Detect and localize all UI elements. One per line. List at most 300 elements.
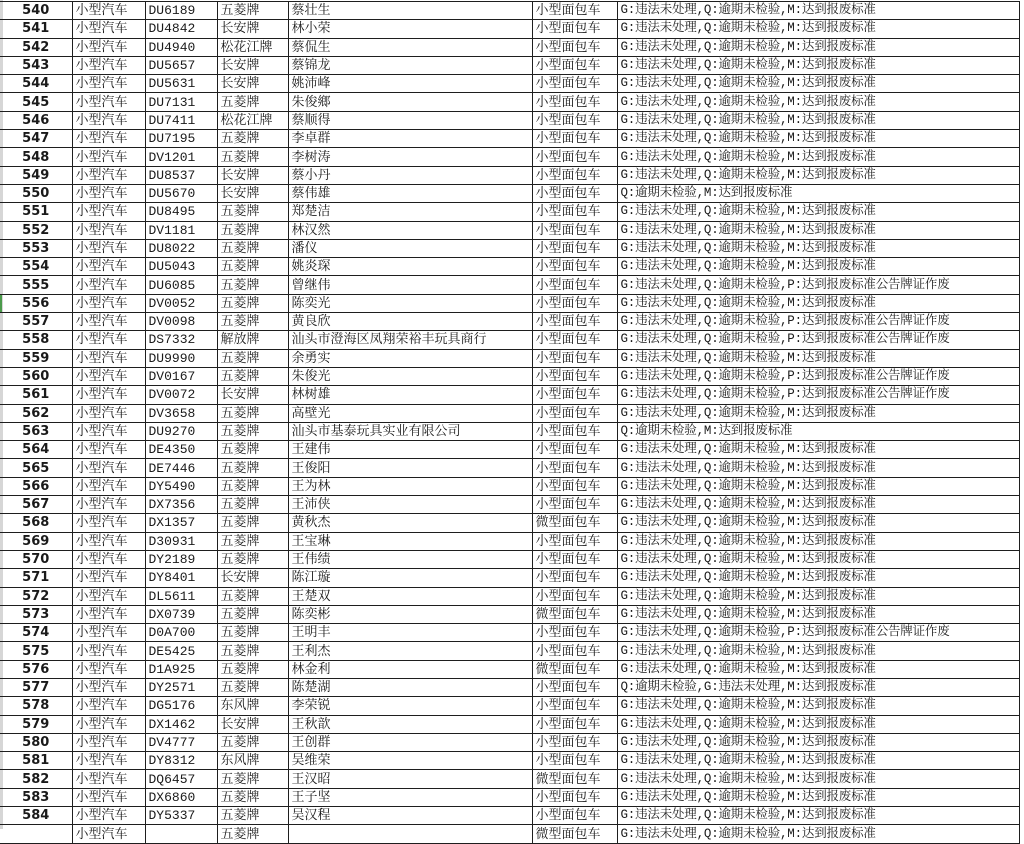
plate-number-cell[interactable]: DU6085 [145,276,217,294]
brand-cell[interactable]: 五菱牌 [217,550,288,568]
table-row[interactable] [0,258,1019,276]
row-number-cell[interactable]: 584 [0,807,72,825]
owner-cell[interactable]: 王俊阳 [288,459,532,477]
row-number-cell[interactable]: 542 [0,38,72,56]
vehicle-class-cell[interactable]: 小型汽车 [72,569,145,587]
table-row[interactable] [0,660,1019,678]
table-row[interactable] [0,605,1019,623]
row-number-cell[interactable]: 580 [0,733,72,751]
row-number-cell[interactable]: 571 [0,569,72,587]
table-row[interactable] [0,38,1019,56]
owner-cell[interactable]: 吴汉程 [288,807,532,825]
vehicle-class-cell[interactable]: 小型汽车 [72,367,145,385]
vehicle-class-cell[interactable]: 小型汽车 [72,825,145,843]
status-cell[interactable]: G:违法未处理,Q:逾期未检验,M:达到报废标准 [617,459,1019,477]
row-number-cell[interactable]: 554 [0,258,72,276]
vehicle-class-cell[interactable]: 小型汽车 [72,276,145,294]
table-row[interactable] [0,331,1019,349]
plate-number-cell[interactable]: DL5611 [145,587,217,605]
plate-number-cell[interactable]: DS7332 [145,331,217,349]
vehicle-class-cell[interactable]: 小型汽车 [72,496,145,514]
row-number-cell[interactable]: 556 [0,294,72,312]
status-cell[interactable]: G:违法未处理,Q:逾期未检验,M:达到报废标准 [617,20,1019,38]
status-cell[interactable]: G:违法未处理,Q:逾期未检验,P:达到报废标准公告牌证作废 [617,276,1019,294]
owner-cell[interactable]: 王明丰 [288,624,532,642]
brand-cell[interactable]: 长安牌 [217,386,288,404]
plate-number-cell[interactable]: DY5337 [145,807,217,825]
brand-cell[interactable]: 长安牌 [217,569,288,587]
status-cell[interactable]: G:违法未处理,Q:逾期未检验,M:达到报废标准 [617,660,1019,678]
brand-cell[interactable]: 五菱牌 [217,203,288,221]
vehicle-class-cell[interactable]: 小型汽车 [72,514,145,532]
plate-number-cell[interactable]: DY5490 [145,477,217,495]
vehicle-class-cell[interactable]: 小型汽车 [72,788,145,806]
body-type-cell[interactable]: 微型面包车 [532,770,617,788]
body-type-cell[interactable]: 小型面包车 [532,807,617,825]
table-row[interactable] [0,203,1019,221]
table-row[interactable] [0,587,1019,605]
row-number-cell[interactable]: 559 [0,349,72,367]
body-type-cell[interactable]: 小型面包车 [532,477,617,495]
body-type-cell[interactable]: 小型面包车 [532,367,617,385]
brand-cell[interactable]: 松花江牌 [217,38,288,56]
plate-number-cell[interactable]: DY8312 [145,752,217,770]
status-cell[interactable]: G:违法未处理,Q:逾期未检验,M:达到报废标准 [617,605,1019,623]
vehicle-class-cell[interactable]: 小型汽车 [72,441,145,459]
body-type-cell[interactable]: 小型面包车 [532,404,617,422]
table-row[interactable] [0,441,1019,459]
brand-cell[interactable]: 五菱牌 [217,587,288,605]
brand-cell[interactable]: 长安牌 [217,715,288,733]
table-row[interactable] [0,569,1019,587]
plate-number-cell[interactable]: DU5043 [145,258,217,276]
vehicle-class-cell[interactable]: 小型汽车 [72,313,145,331]
vehicle-class-cell[interactable]: 小型汽车 [72,93,145,111]
row-number-cell[interactable]: 563 [0,422,72,440]
owner-cell[interactable]: 汕头市基泰玩具实业有限公司 [288,422,532,440]
owner-cell[interactable]: 林金利 [288,660,532,678]
status-cell[interactable]: G:违法未处理,Q:逾期未检验,M:达到报废标准 [617,770,1019,788]
status-cell[interactable]: G:违法未处理,Q:逾期未检验,P:达到报废标准公告牌证作废 [617,367,1019,385]
owner-cell[interactable]: 陈江璇 [288,569,532,587]
brand-cell[interactable]: 五菱牌 [217,148,288,166]
table-row[interactable] [0,715,1019,733]
brand-cell[interactable]: 五菱牌 [217,404,288,422]
brand-cell[interactable]: 五菱牌 [217,276,288,294]
row-number-cell[interactable]: 581 [0,752,72,770]
brand-cell[interactable]: 五菱牌 [217,441,288,459]
body-type-cell[interactable]: 小型面包车 [532,678,617,696]
plate-number-cell[interactable]: DX1462 [145,715,217,733]
plate-number-cell[interactable]: DY2189 [145,550,217,568]
status-cell[interactable]: G:违法未处理,Q:逾期未检验,M:达到报废标准 [617,349,1019,367]
row-number-cell[interactable]: 552 [0,221,72,239]
body-type-cell[interactable]: 小型面包车 [532,130,617,148]
row-number-cell[interactable]: 572 [0,587,72,605]
vehicle-class-cell[interactable]: 小型汽车 [72,733,145,751]
row-number-cell[interactable]: 541 [0,20,72,38]
status-cell[interactable]: G:违法未处理,Q:逾期未检验,M:达到报废标准 [617,56,1019,74]
body-type-cell[interactable]: 小型面包车 [532,184,617,202]
body-type-cell[interactable]: 小型面包车 [532,276,617,294]
row-number-cell[interactable]: 569 [0,532,72,550]
plate-number-cell[interactable]: DU5657 [145,56,217,74]
plate-number-cell[interactable] [145,825,217,843]
owner-cell[interactable]: 余勇实 [288,349,532,367]
plate-number-cell[interactable]: DV0072 [145,386,217,404]
vehicle-class-cell[interactable]: 小型汽车 [72,459,145,477]
body-type-cell[interactable]: 小型面包车 [532,733,617,751]
plate-number-cell[interactable]: DX1357 [145,514,217,532]
table-row[interactable] [0,313,1019,331]
brand-cell[interactable]: 五菱牌 [217,514,288,532]
table-row[interactable] [0,349,1019,367]
body-type-cell[interactable]: 微型面包车 [532,825,617,843]
brand-cell[interactable]: 五菱牌 [217,349,288,367]
owner-cell[interactable]: 王沛侠 [288,496,532,514]
brand-cell[interactable]: 五菱牌 [217,624,288,642]
table-row[interactable] [0,93,1019,111]
body-type-cell[interactable]: 小型面包车 [532,587,617,605]
brand-cell[interactable]: 五菱牌 [217,367,288,385]
vehicle-class-cell[interactable]: 小型汽车 [72,148,145,166]
table-row[interactable] [0,550,1019,568]
table-row[interactable] [0,807,1019,825]
body-type-cell[interactable]: 小型面包车 [532,75,617,93]
vehicle-class-cell[interactable]: 小型汽车 [72,75,145,93]
plate-number-cell[interactable]: DV0167 [145,367,217,385]
table-row[interactable] [0,386,1019,404]
status-cell[interactable]: G:违法未处理,Q:逾期未检验,M:达到报废标准 [617,642,1019,660]
brand-cell[interactable]: 五菱牌 [217,221,288,239]
plate-number-cell[interactable]: DU6189 [145,2,217,20]
body-type-cell[interactable]: 小型面包车 [532,441,617,459]
body-type-cell[interactable]: 小型面包车 [532,294,617,312]
status-cell[interactable]: Q:逾期未检验,G:违法未处理,M:达到报废标准 [617,678,1019,696]
brand-cell[interactable]: 五菱牌 [217,642,288,660]
plate-number-cell[interactable]: DU4842 [145,20,217,38]
brand-cell[interactable]: 五菱牌 [217,605,288,623]
body-type-cell[interactable]: 微型面包车 [532,605,617,623]
body-type-cell[interactable]: 小型面包车 [532,569,617,587]
row-number-cell[interactable]: 545 [0,93,72,111]
vehicle-class-cell[interactable]: 小型汽车 [72,203,145,221]
vehicle-class-cell[interactable]: 小型汽车 [72,111,145,129]
row-number-cell[interactable]: 564 [0,441,72,459]
row-number-cell[interactable]: 576 [0,660,72,678]
table-row[interactable] [0,697,1019,715]
owner-cell[interactable]: 高壁光 [288,404,532,422]
body-type-cell[interactable]: 小型面包车 [532,697,617,715]
vehicle-class-cell[interactable]: 小型汽车 [72,752,145,770]
plate-number-cell[interactable]: DU4940 [145,38,217,56]
status-cell[interactable]: G:违法未处理,Q:逾期未检验,M:达到报废标准 [617,130,1019,148]
owner-cell[interactable]: 李卓群 [288,130,532,148]
owner-cell[interactable]: 蔡壮生 [288,2,532,20]
owner-cell[interactable]: 王为林 [288,477,532,495]
vehicle-class-cell[interactable]: 小型汽车 [72,678,145,696]
brand-cell[interactable]: 五菱牌 [217,294,288,312]
brand-cell[interactable]: 五菱牌 [217,807,288,825]
brand-cell[interactable]: 五菱牌 [217,459,288,477]
table-row[interactable] [0,514,1019,532]
owner-cell[interactable]: 吴维荣 [288,752,532,770]
table-row[interactable] [0,56,1019,74]
plate-number-cell[interactable]: DX0739 [145,605,217,623]
vehicle-class-cell[interactable]: 小型汽车 [72,660,145,678]
row-number-cell[interactable]: 550 [0,184,72,202]
plate-number-cell[interactable]: DU5631 [145,75,217,93]
table-row[interactable] [0,20,1019,38]
vehicle-class-cell[interactable]: 小型汽车 [72,239,145,257]
row-number-cell[interactable]: 574 [0,624,72,642]
table-row[interactable] [0,752,1019,770]
plate-number-cell[interactable]: D1A925 [145,660,217,678]
status-cell[interactable]: G:违法未处理,Q:逾期未检验,M:达到报废标准 [617,587,1019,605]
body-type-cell[interactable]: 微型面包车 [532,660,617,678]
vehicle-class-cell[interactable]: 小型汽车 [72,550,145,568]
owner-cell[interactable]: 蔡伟雄 [288,184,532,202]
table-row[interactable] [0,770,1019,788]
table-row[interactable] [0,496,1019,514]
body-type-cell[interactable]: 小型面包车 [532,56,617,74]
owner-cell[interactable]: 潘仪 [288,239,532,257]
owner-cell[interactable]: 蔡顺得 [288,111,532,129]
vehicle-class-cell[interactable]: 小型汽车 [72,587,145,605]
owner-cell[interactable]: 汕头市澄海区凤翔荣裕丰玩具商行 [288,331,532,349]
vehicle-class-cell[interactable]: 小型汽车 [72,477,145,495]
vehicle-class-cell[interactable]: 小型汽车 [72,422,145,440]
vehicle-class-cell[interactable]: 小型汽车 [72,166,145,184]
vehicle-class-cell[interactable]: 小型汽车 [72,130,145,148]
vehicle-class-cell[interactable]: 小型汽车 [72,38,145,56]
vehicle-class-cell[interactable]: 小型汽车 [72,697,145,715]
status-cell[interactable]: Q:逾期未检验,M:达到报废标准 [617,422,1019,440]
plate-number-cell[interactable]: D30931 [145,532,217,550]
status-cell[interactable]: G:违法未处理,Q:逾期未检验,P:达到报废标准公告牌证作废 [617,386,1019,404]
body-type-cell[interactable]: 小型面包车 [532,203,617,221]
status-cell[interactable]: G:违法未处理,Q:逾期未检验,M:达到报废标准 [617,496,1019,514]
plate-number-cell[interactable]: DV3658 [145,404,217,422]
owner-cell[interactable]: 郑楚洁 [288,203,532,221]
brand-cell[interactable]: 五菱牌 [217,477,288,495]
vehicle-class-cell[interactable]: 小型汽车 [72,532,145,550]
brand-cell[interactable]: 东风牌 [217,697,288,715]
owner-cell[interactable]: 王汉昭 [288,770,532,788]
vehicle-class-cell[interactable]: 小型汽车 [72,184,145,202]
row-number-cell[interactable]: 583 [0,788,72,806]
table-row[interactable] [0,221,1019,239]
vehicle-class-cell[interactable]: 小型汽车 [72,221,145,239]
row-number-cell[interactable]: 557 [0,313,72,331]
brand-cell[interactable]: 松花江牌 [217,111,288,129]
plate-number-cell[interactable]: DY2571 [145,678,217,696]
brand-cell[interactable]: 长安牌 [217,56,288,74]
body-type-cell[interactable]: 小型面包车 [532,20,617,38]
status-cell[interactable]: G:违法未处理,Q:逾期未检验,M:达到报废标准 [617,733,1019,751]
brand-cell[interactable]: 五菱牌 [217,258,288,276]
row-number-cell[interactable]: 553 [0,239,72,257]
vehicle-class-cell[interactable]: 小型汽车 [72,294,145,312]
table-row[interactable] [0,130,1019,148]
status-cell[interactable]: G:违法未处理,Q:逾期未检验,M:达到报废标准 [617,788,1019,806]
plate-number-cell[interactable]: DU9270 [145,422,217,440]
row-number-cell[interactable]: 579 [0,715,72,733]
vehicle-class-cell[interactable]: 小型汽车 [72,807,145,825]
row-number-cell[interactable]: 543 [0,56,72,74]
owner-cell[interactable]: 黄良欣 [288,313,532,331]
vehicle-class-cell[interactable]: 小型汽车 [72,258,145,276]
brand-cell[interactable]: 五菱牌 [217,422,288,440]
status-cell[interactable]: Q:逾期未检验,M:达到报废标准 [617,184,1019,202]
table-row[interactable] [0,532,1019,550]
row-number-cell[interactable]: 573 [0,605,72,623]
body-type-cell[interactable]: 小型面包车 [532,93,617,111]
brand-cell[interactable]: 五菱牌 [217,678,288,696]
brand-cell[interactable]: 长安牌 [217,75,288,93]
row-number-cell[interactable]: 577 [0,678,72,696]
row-number-cell[interactable]: 546 [0,111,72,129]
table-row[interactable] [0,294,1019,312]
vehicle-class-cell[interactable]: 小型汽车 [72,605,145,623]
owner-cell[interactable]: 王利杰 [288,642,532,660]
body-type-cell[interactable]: 小型面包车 [532,331,617,349]
brand-cell[interactable]: 长安牌 [217,20,288,38]
brand-cell[interactable]: 五菱牌 [217,313,288,331]
plate-number-cell[interactable]: DY8401 [145,569,217,587]
owner-cell[interactable]: 蔡小丹 [288,166,532,184]
owner-cell[interactable]: 姚炎琛 [288,258,532,276]
plate-number-cell[interactable]: DU7411 [145,111,217,129]
body-type-cell[interactable]: 小型面包车 [532,422,617,440]
plate-number-cell[interactable]: DG5176 [145,697,217,715]
status-cell[interactable]: G:违法未处理,Q:逾期未检验,M:达到报废标准 [617,514,1019,532]
vehicle-class-cell[interactable]: 小型汽车 [72,2,145,20]
status-cell[interactable]: G:违法未处理,Q:逾期未检验,P:达到报废标准公告牌证作废 [617,624,1019,642]
owner-cell[interactable]: 曾继伟 [288,276,532,294]
plate-number-cell[interactable]: DQ6457 [145,770,217,788]
owner-cell[interactable]: 王建伟 [288,441,532,459]
body-type-cell[interactable]: 小型面包车 [532,550,617,568]
plate-number-cell[interactable]: DV1181 [145,221,217,239]
brand-cell[interactable]: 五菱牌 [217,496,288,514]
row-number-cell[interactable]: 555 [0,276,72,294]
brand-cell[interactable]: 五菱牌 [217,532,288,550]
table-row[interactable] [0,825,1019,843]
owner-cell[interactable]: 蔡锦龙 [288,56,532,74]
owner-cell[interactable]: 陈奕彬 [288,605,532,623]
status-cell[interactable]: G:违法未处理,Q:逾期未检验,M:达到报废标准 [617,38,1019,56]
vehicle-class-cell[interactable]: 小型汽车 [72,349,145,367]
brand-cell[interactable]: 五菱牌 [217,239,288,257]
row-number-cell[interactable]: 549 [0,166,72,184]
row-number-cell[interactable]: 551 [0,203,72,221]
status-cell[interactable]: G:违法未处理,Q:逾期未检验,M:达到报废标准 [617,807,1019,825]
brand-cell[interactable]: 解放牌 [217,331,288,349]
status-cell[interactable]: G:违法未处理,Q:逾期未检验,M:达到报废标准 [617,111,1019,129]
owner-cell[interactable]: 王创群 [288,733,532,751]
brand-cell[interactable]: 五菱牌 [217,733,288,751]
plate-number-cell[interactable]: DE7446 [145,459,217,477]
table-row[interactable] [0,166,1019,184]
plate-number-cell[interactable]: DU7131 [145,93,217,111]
status-cell[interactable]: G:违法未处理,Q:逾期未检验,M:达到报废标准 [617,148,1019,166]
plate-number-cell[interactable]: DE4350 [145,441,217,459]
status-cell[interactable]: G:违法未处理,Q:逾期未检验,M:达到报废标准 [617,166,1019,184]
table-row[interactable] [0,367,1019,385]
row-number-cell[interactable] [0,825,72,843]
owner-cell[interactable] [288,825,532,843]
body-type-cell[interactable]: 小型面包车 [532,313,617,331]
status-cell[interactable]: G:违法未处理,Q:逾期未检验,M:达到报废标准 [617,203,1019,221]
table-row[interactable] [0,642,1019,660]
status-cell[interactable]: G:违法未处理,Q:逾期未检验,P:达到报废标准公告牌证作废 [617,331,1019,349]
body-type-cell[interactable]: 小型面包车 [532,642,617,660]
body-type-cell[interactable]: 小型面包车 [532,386,617,404]
status-cell[interactable]: G:违法未处理,Q:逾期未检验,M:达到报废标准 [617,697,1019,715]
body-type-cell[interactable]: 小型面包车 [532,258,617,276]
status-cell[interactable]: G:违法未处理,Q:逾期未检验,M:达到报废标准 [617,752,1019,770]
status-cell[interactable]: G:违法未处理,Q:逾期未检验,M:达到报废标准 [617,532,1019,550]
owner-cell[interactable]: 陈楚湖 [288,678,532,696]
status-cell[interactable]: G:违法未处理,Q:逾期未检验,M:达到报废标准 [617,75,1019,93]
table-row[interactable] [0,184,1019,202]
row-number-cell[interactable]: 566 [0,477,72,495]
table-row[interactable] [0,276,1019,294]
table-row[interactable] [0,733,1019,751]
owner-cell[interactable]: 朱俊光 [288,367,532,385]
table-row[interactable] [0,422,1019,440]
body-type-cell[interactable]: 小型面包车 [532,459,617,477]
status-cell[interactable]: G:违法未处理,Q:逾期未检验,M:达到报废标准 [617,550,1019,568]
owner-cell[interactable]: 王子坚 [288,788,532,806]
row-number-cell[interactable]: 548 [0,148,72,166]
body-type-cell[interactable]: 小型面包车 [532,221,617,239]
owner-cell[interactable]: 陈奕光 [288,294,532,312]
vehicle-class-cell[interactable]: 小型汽车 [72,642,145,660]
table-row[interactable] [0,111,1019,129]
row-number-cell[interactable]: 582 [0,770,72,788]
owner-cell[interactable]: 李荣锐 [288,697,532,715]
owner-cell[interactable]: 蔡侃生 [288,38,532,56]
status-cell[interactable]: G:违法未处理,Q:逾期未检验,M:达到报废标准 [617,477,1019,495]
plate-number-cell[interactable]: DU8022 [145,239,217,257]
status-cell[interactable]: G:违法未处理,Q:逾期未检验,M:达到报废标准 [617,569,1019,587]
body-type-cell[interactable]: 小型面包车 [532,788,617,806]
status-cell[interactable]: G:违法未处理,Q:逾期未检验,M:达到报废标准 [617,404,1019,422]
plate-number-cell[interactable]: DU8537 [145,166,217,184]
status-cell[interactable]: G:违法未处理,Q:逾期未检验,P:达到报废标准公告牌证作废 [617,313,1019,331]
plate-number-cell[interactable]: D0A700 [145,624,217,642]
row-number-cell[interactable]: 561 [0,386,72,404]
vehicle-class-cell[interactable]: 小型汽车 [72,20,145,38]
brand-cell[interactable]: 五菱牌 [217,660,288,678]
body-type-cell[interactable]: 小型面包车 [532,624,617,642]
row-number-cell[interactable]: 558 [0,331,72,349]
plate-number-cell[interactable]: DV4777 [145,733,217,751]
brand-cell[interactable]: 五菱牌 [217,2,288,20]
table-row[interactable] [0,624,1019,642]
brand-cell[interactable]: 东风牌 [217,752,288,770]
brand-cell[interactable]: 五菱牌 [217,93,288,111]
row-number-cell[interactable]: 540 [0,2,72,20]
plate-number-cell[interactable]: DU8495 [145,203,217,221]
status-cell[interactable]: G:违法未处理,Q:逾期未检验,M:达到报废标准 [617,221,1019,239]
body-type-cell[interactable]: 小型面包车 [532,239,617,257]
body-type-cell[interactable]: 小型面包车 [532,2,617,20]
vehicle-class-cell[interactable]: 小型汽车 [72,386,145,404]
owner-cell[interactable]: 朱俊鄉 [288,93,532,111]
